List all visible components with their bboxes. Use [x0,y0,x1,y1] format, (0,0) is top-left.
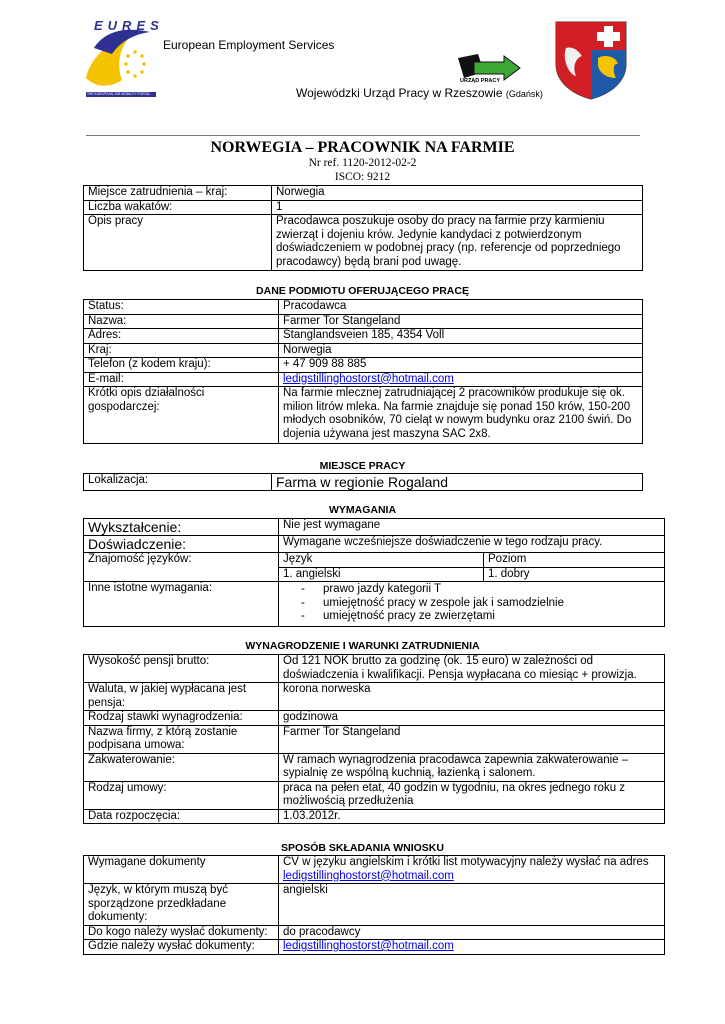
table-row [84,358,643,373]
start-date: 1.03.2012r. [279,809,665,824]
pay-label: Wysokość pensji brutto: [84,655,279,683]
currency-label: Waluta, w jakiej wypłacana jest pensja: [84,683,279,711]
other-requirements-list [283,583,660,624]
address-value: Stanglandsveien 185, 4354 Voll [279,329,643,344]
requirements-heading: WYMAGANIA [328,504,397,516]
employer-name-label: Nazwa: [84,314,279,329]
location-label: Lokalizacja: [84,474,272,491]
start-date-label: Data rozpoczęcia: [84,809,279,824]
application-table [83,855,665,955]
language-name: 1. angielski [279,567,484,582]
other-requirements-label: Inne istotne wymagania: [84,582,279,627]
job-description: Pracodawca poszukuje osoby do pracy na farmie przy karmieniu zwierząt i dojeniu krów. Jedynie kandydaci z potwierdzonym doświadczeniem w podobnej pracy (np. referencje od poprzedniego pracodawcy) będą brani pod uwagę. [272,215,643,271]
email-label: E-mail: [84,372,279,387]
status-label: Status: [84,300,279,315]
job-country-label: Miejsce zatrudnienia – kraj: [84,186,272,201]
experience-value: Wymagane wcześniejsze doświadczenie w tego rodzaju pracy. [279,536,665,553]
currency-value: korona norweska [279,683,665,711]
recipient-label: Do kogo należy wysłać dokumenty: [84,925,279,940]
table-row [84,925,665,940]
education-label: Wykształcenie: [84,519,279,536]
job-table [83,185,643,271]
housing-label: Zakwaterowanie: [84,753,279,781]
address-label: Adres: [84,329,279,344]
table-row [84,536,665,553]
isco-code: ISCO: 9212 [334,171,391,183]
table-row [84,809,665,824]
coat-of-arms [554,20,628,100]
table-row [84,711,665,726]
table-row [84,519,665,536]
activity-label: Krótki opis działalności gospodarczej: [84,387,279,444]
table-row [84,683,665,711]
table-row [84,553,665,568]
document-language-label: Język, w którym muszą być sporządzone przedkładane dokumenty: [84,884,279,926]
office-label: Wojewódzki Urząd Pracy w Rzeszowie [296,86,503,100]
table-row [84,725,665,753]
table-row [84,314,643,329]
education-value: Nie jest wymagane [279,519,665,536]
list-item: - umiejętność pracy w zespole jak i samodzielnie [301,597,660,611]
documents-value: CV w języku angielskim i krótki list motywacyjny należy wysłać na adres [283,856,649,868]
table-row [84,781,665,809]
table-row [84,884,665,926]
table-row [84,387,643,444]
document-language: angielski [279,884,665,926]
table-row [84,186,643,201]
employer-email-link[interactable]: ledigstillinghostorst@hotmail.com [283,372,454,385]
salary-table [83,654,665,824]
send-address-email-link[interactable]: ledigstillinghostorst@hotmail.com [283,940,454,952]
workplace-table [83,473,643,491]
office-name [296,86,543,100]
documents-label: Wymagane dokumenty [84,856,279,884]
phone-value: + 47 909 88 885 [279,358,643,373]
activity-description: Na farmie mlecznej zatrudniającej 2 pracowników produkuje się ok. milion litrów mleka. Na farmie znajduje się ponad 150 krów, 150-200 młodych osobników, 70 cieląt w nowym budynku oraz 2100 świń. Do dojenia używana jest maszyna SAC 2x8. [279,387,643,444]
ees-label: European Employment Services [163,38,335,52]
languages-label: Znajomość języków: [84,553,279,582]
phone-label: Telefon (z kodem kraju): [84,358,279,373]
contract-type: praca na pełen etat, 40 godzin w tygodniu, na okres jednego roku z możliwością przedłużenia [279,781,665,809]
job-country: Norwegia [272,186,643,201]
location-value: Farma w regionie Rogaland [272,474,643,491]
page-title: NORWEGIA – PRACOWNIK NA FARMIE [210,139,515,156]
table-row [84,372,643,387]
table-row [84,856,665,884]
employer-heading: DANE PODMIOTU OFERUJĄCEGO PRACĘ [256,285,469,297]
eures-tagline: THE EUROPEAN JOB MOBILITY PORTAL [87,92,151,96]
urzad-pracy-logo [456,52,522,88]
table-row [84,215,643,271]
contract-company-label: Nazwa firmy, z którą zostanie podpisana umowa: [84,725,279,753]
pay-value: Od 121 NOK brutto za godzinę (ok. 15 euro) w zależności od doświadczenia i kwalifikacji. Pensja wypłacana co miesiąc + prowizja. [279,655,665,683]
table-row [84,655,665,683]
urzad-pracy-logo-text: URZĄD PRACY [460,78,501,84]
table-row [84,474,643,491]
reference-number: Nr ref. 1120-2012-02-2 [308,157,417,169]
list-item: - umiejętność pracy ze zwierzętami [301,610,660,624]
rate-value: godzinowa [279,711,665,726]
header-divider [86,135,640,136]
vacancies: 1 [272,200,643,215]
table-row [84,940,665,955]
send-address-label: Gdzie należy wysłać dokumenty: [84,940,279,955]
country-value: Norwegia [279,343,643,358]
application-heading: SPOSÓB SKŁADANIA WNIOSKU [281,842,444,854]
housing-value: W ramach wynagrodzenia pracodawca zapewnia zakwaterowanie – sypialnię ze wspólną kuchnią, łazienką i salonem. [279,753,665,781]
employer-name: Farmer Tor Stangeland [279,314,643,329]
requirements-table [83,518,665,627]
table-row [84,300,643,315]
job-description-label: Opis pracy [84,215,272,271]
table-row [84,329,643,344]
office-city: (Gdańsk) [505,89,543,99]
eures-logo-text: EURES [94,18,164,33]
country-label: Kraj: [84,343,279,358]
list-item: - prawo jazdy kategorii T [301,583,660,597]
eures-logo [80,18,164,98]
table-row [84,200,643,215]
contract-type-label: Rodzaj umowy: [84,781,279,809]
table-row [84,343,643,358]
rate-label: Rodzaj stawki wynagrodzenia: [84,711,279,726]
language-level: 1. dobry [484,567,665,582]
language-column-header: Język [279,553,484,568]
table-row [84,582,665,627]
employer-table [83,299,643,444]
level-column-header: Poziom [484,553,665,568]
documents-email-link[interactable]: ledigstillinghostorst@hotmail.com [283,869,454,882]
salary-heading: WYNAGRODZENIE I WARUNKI ZATRUDNIENIA [245,640,480,652]
contract-company: Farmer Tor Stangeland [279,725,665,753]
recipient-value: do pracodawcy [279,925,665,940]
experience-label: Doświadczenie: [84,536,279,553]
status-value: Pracodawca [279,300,643,315]
table-row [84,753,665,781]
workplace-heading: MIEJSCE PRACY [319,460,406,472]
vacancies-label: Liczba wakatów: [84,200,272,215]
